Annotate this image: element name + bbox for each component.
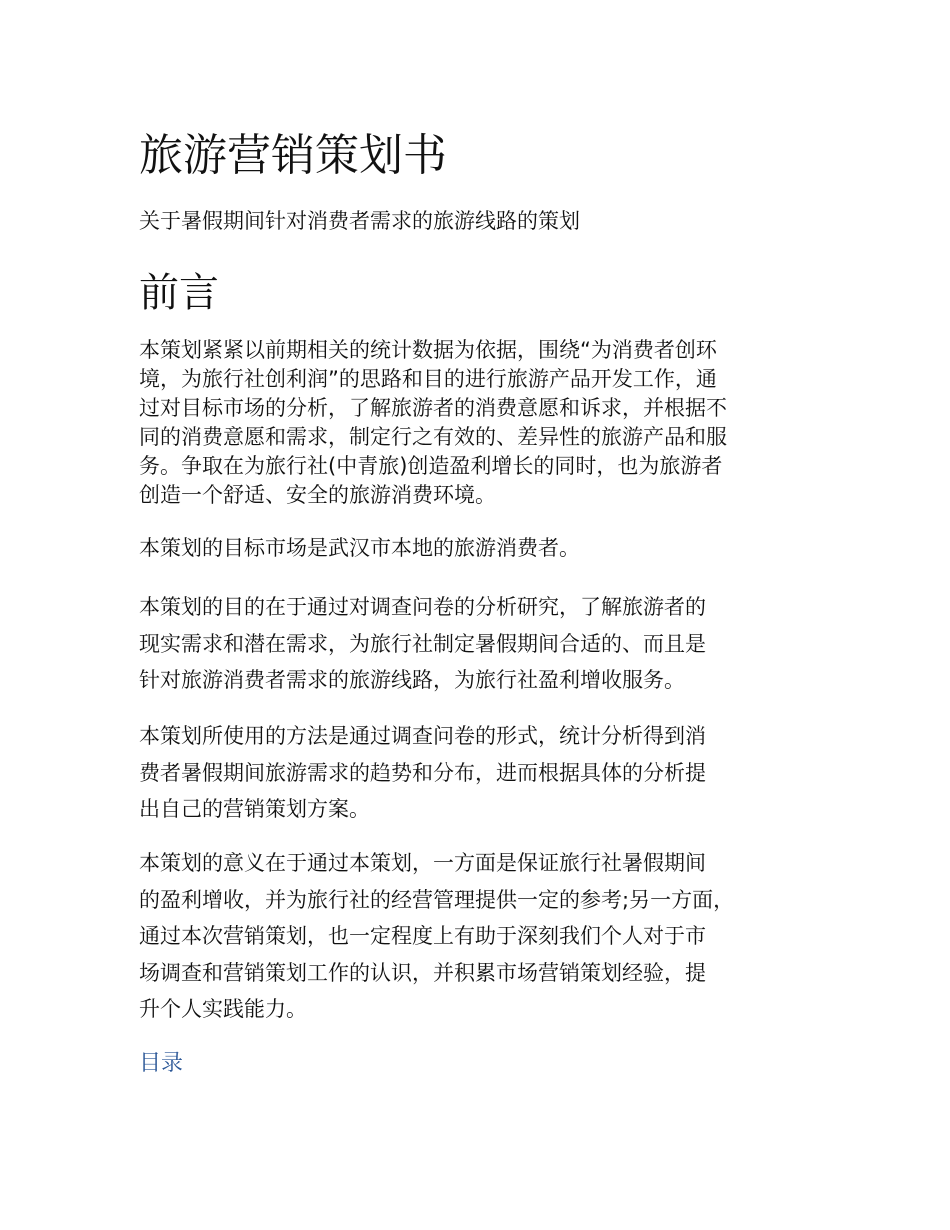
preface-paragraph-1: 本策划紧紧以前期相关的统计数据为依据，围绕“为消费者创环 境，为旅行社创利润”的思路和目的进行旅游产品开发工作，通 过对目标市场的分析，了解旅游者的消费意愿和诉求，并根据不 同的消费意愿和需求，制定行之有效的、差异性的旅游产品和服 务。争取在为旅行社(中青旅)创造盈利增长的同时，也为旅游者 创造一个舒适、安全的旅游消费环境。 — [139, 338, 727, 507]
preface-paragraph-3: 本策划的目的在于通过对调查问卷的分析研究，了解旅游者的 现实需求和潜在需求，为旅行社制定暑假期间合适的、而且是 针对旅游消费者需求的旅游线路，为旅行社盈利增收服务。 — [139, 595, 706, 692]
document-title: 旅游营销策划书 — [139, 130, 447, 181]
preface-paragraph-4: 本策划所使用的方法是通过调查问卷的形式，统计分析得到消 费者暑假期间旅游需求的趋势和分布，进而根据具体的分析提 出自己的营销策划方案。 — [139, 724, 706, 821]
preface-paragraph-2: 本策划的目标市场是武汉市本地的旅游消费者。 — [139, 536, 580, 560]
table-of-contents-link[interactable]: 目录 — [139, 1051, 184, 1076]
document-subtitle: 关于暑假期间针对消费者需求的旅游线路的策划 — [139, 209, 580, 233]
preface-paragraph-5: 本策划的意义在于通过本策划，一方面是保证旅行社暑假期间 的盈利增收，并为旅行社的经营管理提供一定的参考;另一方面， 通过本次营销策划，也一定程度上有助于深刻我们个人对于市 场调查和营销策划工作的认识，并积累市场营销策划经验，提 升个人实践能力。 — [139, 851, 735, 1021]
preface-heading: 前言 — [139, 270, 219, 316]
